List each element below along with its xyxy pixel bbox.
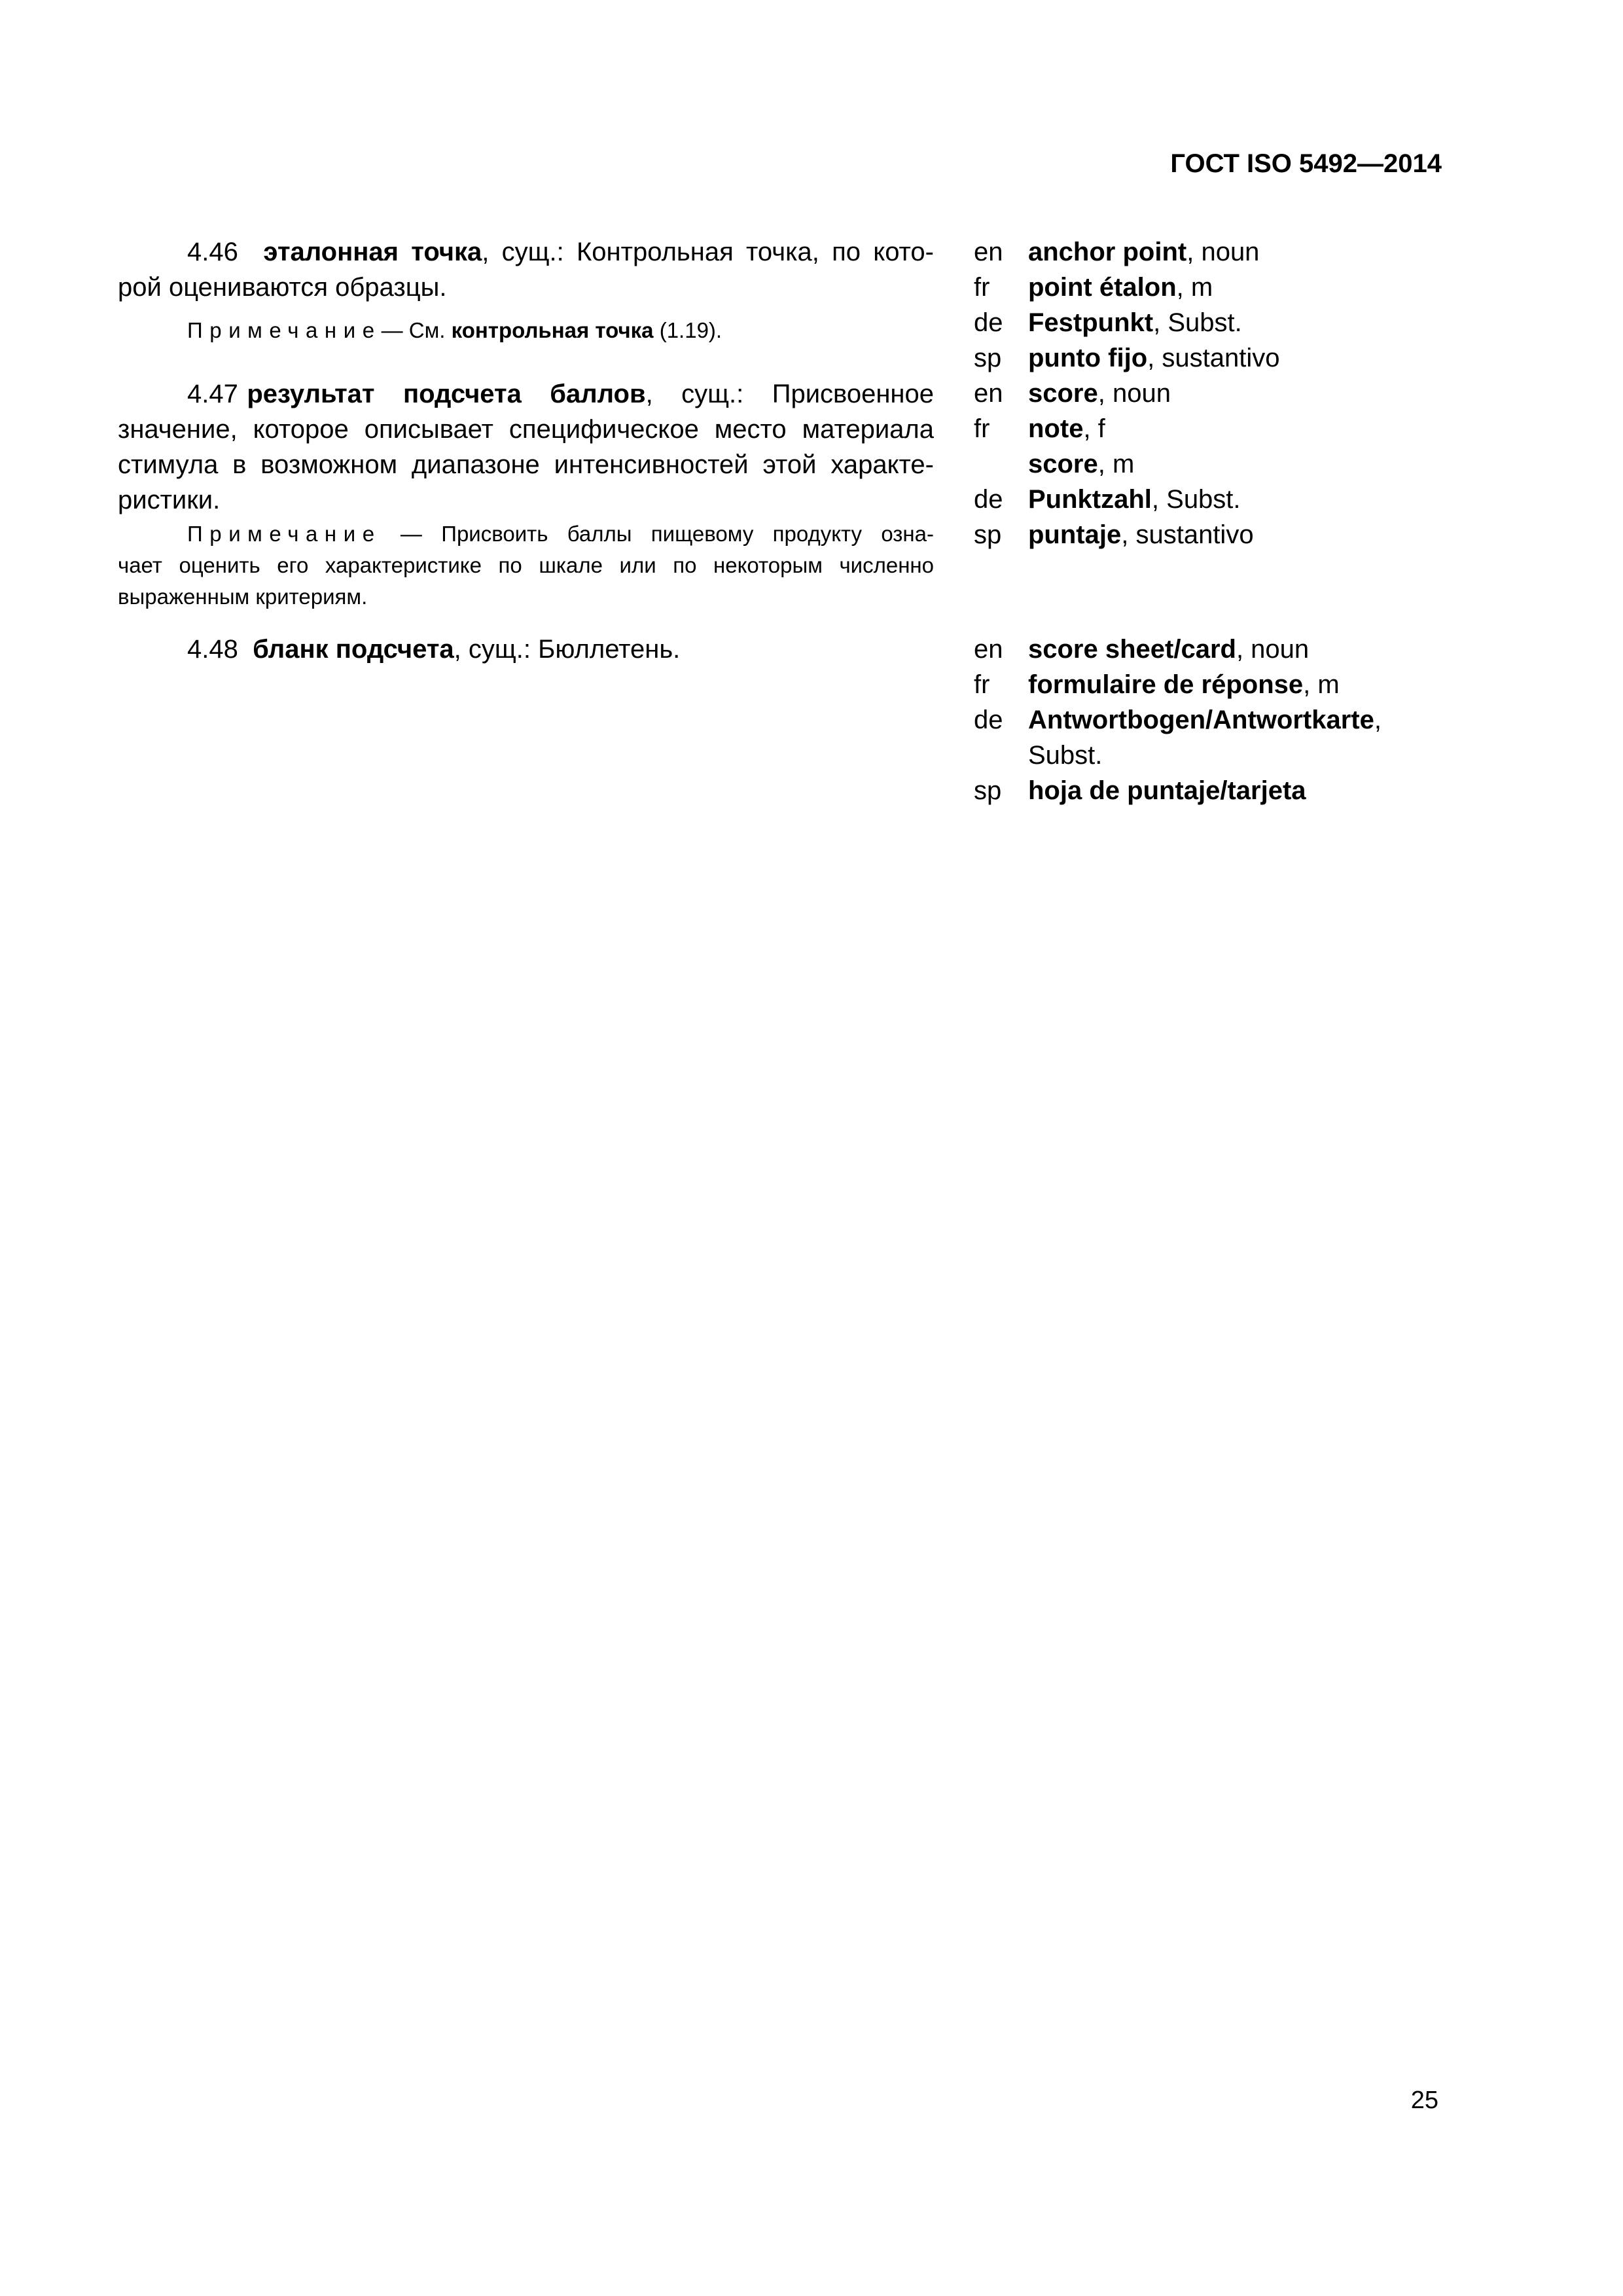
language-code: de bbox=[974, 308, 1003, 337]
language-code: de bbox=[974, 485, 1003, 514]
entry-line bbox=[118, 632, 934, 667]
translation-term bbox=[1028, 305, 1242, 340]
term-grammar: , Subst. bbox=[1151, 485, 1241, 514]
entry-text: рой оцениваются образцы. bbox=[118, 273, 447, 302]
translation-term bbox=[1028, 738, 1102, 773]
translation-term bbox=[1028, 411, 1105, 446]
entry-term: эталонная точка bbox=[263, 238, 482, 266]
entry-text: , сущ.: Присвоенное bbox=[645, 380, 935, 408]
note-text: выраженным критериям. bbox=[118, 584, 368, 609]
entry-text: , сущ.: Бюллетень. bbox=[454, 635, 681, 664]
translation-term bbox=[1028, 446, 1134, 482]
language-code: de bbox=[974, 706, 1003, 734]
entry-4-48 bbox=[118, 632, 934, 667]
entry-term: бланк подсчета bbox=[253, 635, 454, 664]
translations-block bbox=[974, 632, 1445, 808]
entry-number: 4.46 bbox=[187, 238, 238, 266]
note-4-46 bbox=[118, 315, 934, 346]
note-label: Примечание bbox=[187, 318, 382, 342]
term-bold: punto fijo bbox=[1028, 344, 1148, 372]
term-grammar: Subst. bbox=[1028, 741, 1103, 770]
entry-text: ристики. bbox=[118, 486, 221, 514]
translation-term bbox=[1028, 340, 1279, 376]
note-line bbox=[118, 550, 934, 581]
translation-term bbox=[1028, 270, 1213, 305]
entry-text: стимула в возможном диапазоне интенсивностей этой характе- bbox=[118, 450, 934, 479]
term-bold: Punktzahl bbox=[1028, 485, 1152, 514]
term-grammar: , noun bbox=[1236, 635, 1310, 664]
translation-row bbox=[974, 411, 1445, 446]
translations-block bbox=[974, 234, 1445, 552]
term-grammar: , sustantivo bbox=[1121, 520, 1254, 549]
translation-row bbox=[974, 234, 1445, 270]
term-grammar: , Subst. bbox=[1153, 308, 1242, 337]
language-code: en bbox=[974, 635, 1003, 664]
term-bold: formulaire de réponse bbox=[1028, 670, 1304, 699]
entry-line bbox=[118, 234, 934, 270]
translation-term bbox=[1028, 517, 1254, 552]
term-bold: score bbox=[1028, 379, 1098, 408]
translation-row bbox=[974, 738, 1445, 773]
language-code: en bbox=[974, 379, 1003, 408]
translation-row bbox=[974, 270, 1445, 305]
language-code: fr bbox=[974, 273, 990, 302]
translation-row bbox=[974, 305, 1445, 340]
language-code: fr bbox=[974, 670, 990, 699]
language-code: en bbox=[974, 238, 1003, 266]
entry-text: , сущ.: Контрольная точка, по кото- bbox=[482, 238, 934, 266]
term-grammar: , sustantivo bbox=[1147, 344, 1280, 372]
note-line bbox=[118, 518, 934, 550]
note-4-47 bbox=[118, 518, 934, 613]
entry-line bbox=[118, 376, 934, 412]
translation-row bbox=[974, 702, 1445, 738]
entry-line bbox=[118, 482, 934, 518]
translation-term bbox=[1028, 632, 1309, 667]
page-number: 25 bbox=[1410, 2087, 1438, 2114]
note-text: — Присвоить баллы пищевому продукту озна- bbox=[400, 522, 935, 546]
term-grammar: , m bbox=[1303, 670, 1340, 699]
translation-row bbox=[974, 632, 1445, 667]
language-code: sp bbox=[974, 776, 1002, 805]
term-grammar: , noun bbox=[1186, 238, 1260, 266]
term-bold: Festpunkt bbox=[1028, 308, 1154, 337]
translation-term bbox=[1028, 702, 1382, 738]
translation-row bbox=[974, 340, 1445, 376]
note-reference-term: контрольная точка bbox=[451, 318, 654, 342]
term-grammar: , f bbox=[1083, 414, 1105, 443]
entry-line bbox=[118, 270, 934, 305]
language-code: sp bbox=[974, 344, 1002, 372]
translation-term bbox=[1028, 234, 1259, 270]
term-bold: point étalon bbox=[1028, 273, 1177, 302]
term-bold: Antwortbogen/Antwortkarte bbox=[1028, 706, 1374, 734]
translation-term bbox=[1028, 667, 1340, 702]
translation-row bbox=[974, 446, 1445, 482]
note-text: чает оценить его характеристике по шкале или по некоторым численно bbox=[118, 553, 934, 577]
entry-number: 4.47 bbox=[187, 380, 238, 408]
term-bold: hoja de puntaje/tarjeta bbox=[1028, 776, 1306, 805]
language-code: fr bbox=[974, 414, 990, 443]
term-bold: score sheet/card bbox=[1028, 635, 1236, 664]
term-bold: score bbox=[1028, 450, 1098, 478]
translation-term bbox=[1028, 482, 1241, 517]
term-bold: note bbox=[1028, 414, 1084, 443]
entry-text: значение, которое описывает специфическое место материала bbox=[118, 415, 934, 444]
note-text: — См. bbox=[381, 318, 452, 342]
document-header: ГОСТ ISO 5492—2014 bbox=[1170, 149, 1442, 178]
translation-row bbox=[974, 482, 1445, 517]
entry-line bbox=[118, 412, 934, 447]
entry-4-46 bbox=[118, 234, 934, 305]
translation-row bbox=[974, 517, 1445, 552]
translation-term bbox=[1028, 376, 1171, 411]
entry-term: результат подсчета баллов bbox=[247, 380, 646, 408]
term-grammar: , m bbox=[1097, 450, 1135, 478]
language-code: sp bbox=[974, 520, 1002, 549]
entry-line bbox=[118, 447, 934, 482]
translation-term bbox=[1028, 773, 1306, 808]
note-label: Примечание bbox=[187, 522, 382, 546]
term-bold: anchor point bbox=[1028, 238, 1187, 266]
note-line bbox=[118, 581, 934, 613]
note-line bbox=[118, 315, 934, 346]
translation-row bbox=[974, 667, 1445, 702]
term-bold: puntaje bbox=[1028, 520, 1122, 549]
translation-row bbox=[974, 773, 1445, 808]
term-grammar: , noun bbox=[1097, 379, 1171, 408]
term-grammar: , bbox=[1374, 706, 1382, 734]
entry-4-47 bbox=[118, 376, 934, 518]
note-text: (1.19). bbox=[653, 318, 722, 342]
entry-number: 4.48 bbox=[187, 635, 238, 664]
term-grammar: , m bbox=[1176, 273, 1213, 302]
translation-row bbox=[974, 376, 1445, 411]
